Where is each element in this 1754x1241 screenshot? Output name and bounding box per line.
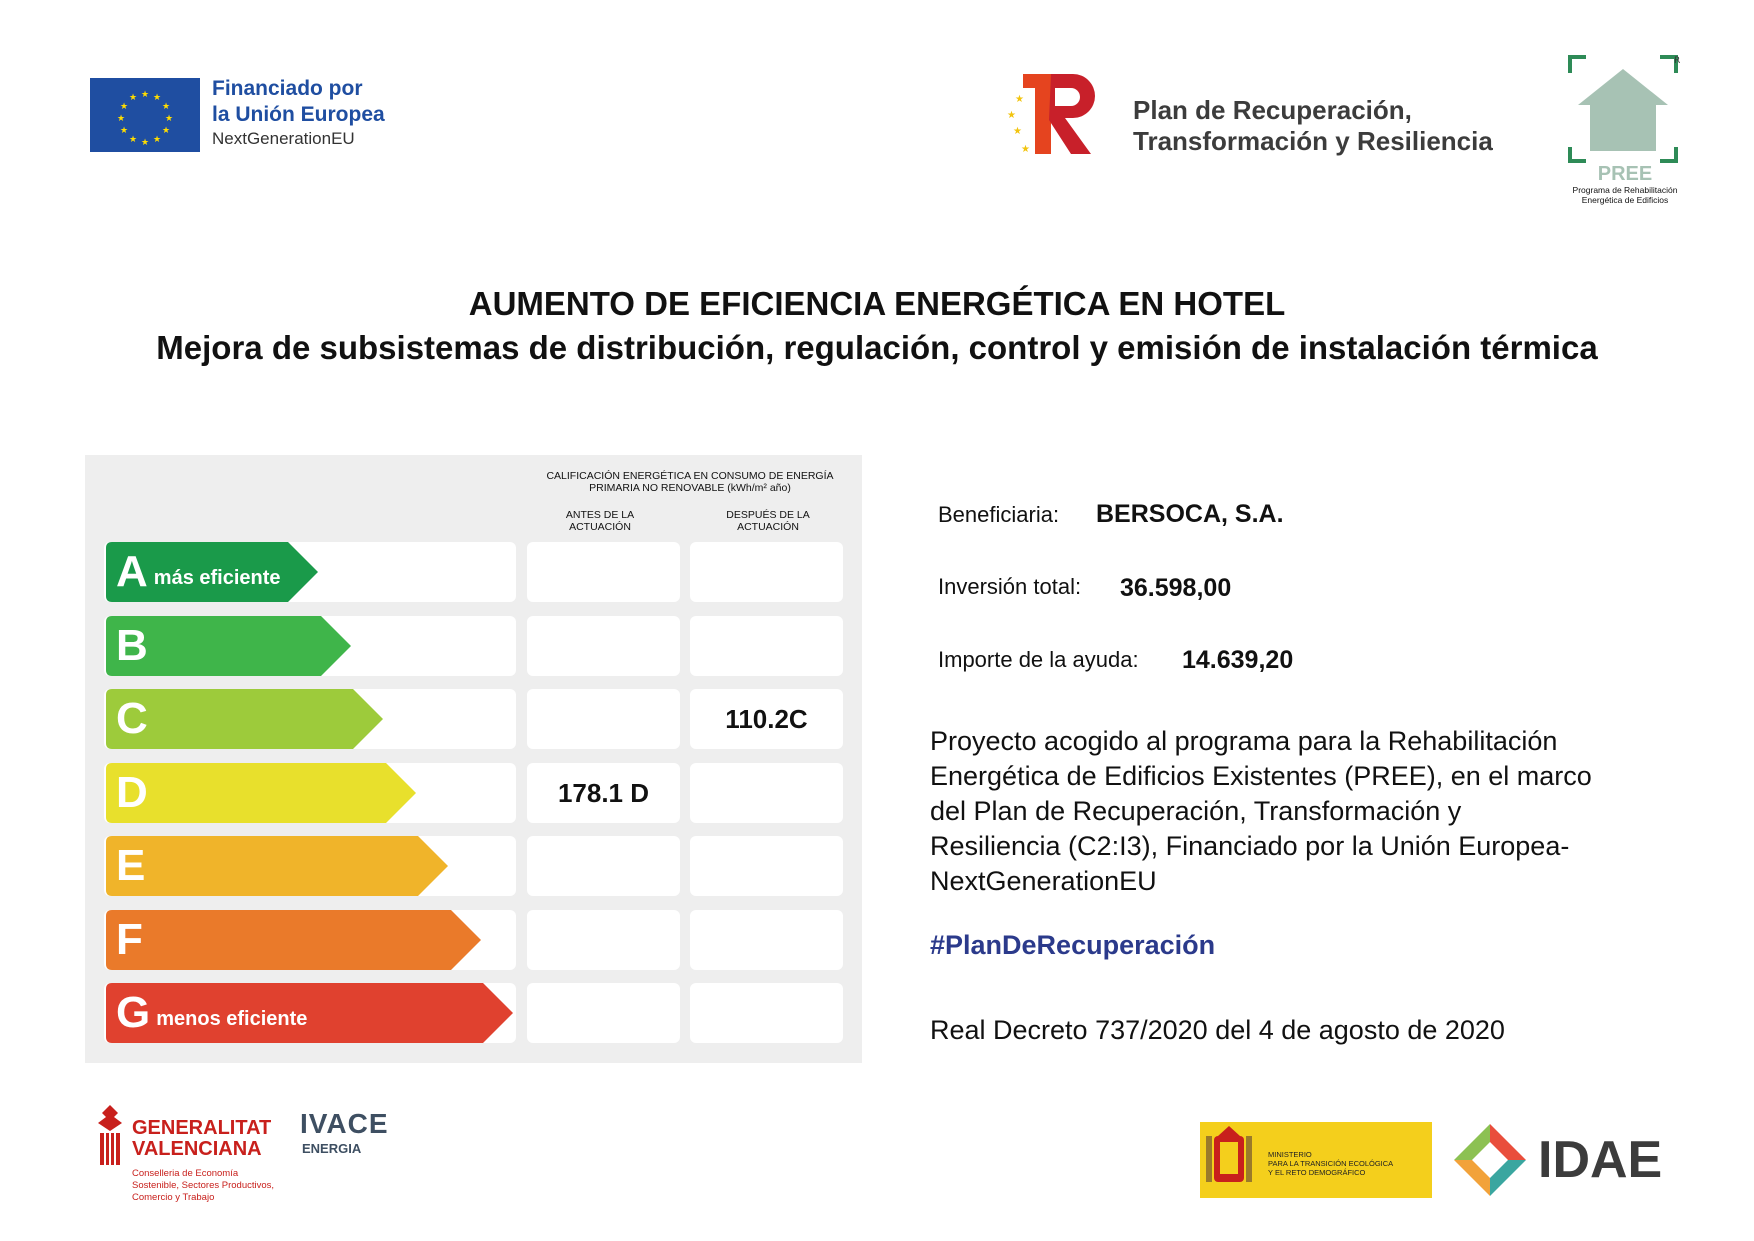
rating-cell-after xyxy=(690,542,843,602)
svg-text:★: ★ xyxy=(140,90,150,100)
gv-sub-3: Comercio y Trabajo xyxy=(132,1192,215,1203)
prtr-logo-icon xyxy=(1005,72,1105,157)
rating-cell-after xyxy=(690,836,843,896)
rating-letter: B xyxy=(116,621,148,670)
svg-text:★: ★ xyxy=(152,135,162,145)
eu-line-1: Financiado por xyxy=(212,77,363,100)
beneficiaria-label: Beneficiaria: xyxy=(938,502,1060,527)
rating-letter: E xyxy=(116,841,146,890)
eu-funding-text xyxy=(212,76,385,150)
idae-name: IDAE xyxy=(1538,1131,1663,1189)
rating-extra-text: menos eficiente xyxy=(156,1007,308,1030)
col-before-line-1: ANTES DE LA xyxy=(565,509,635,521)
pree-sub-2: Energética de Edificios xyxy=(1581,195,1669,206)
rating-cell-before xyxy=(527,983,680,1043)
svg-text:★: ★ xyxy=(161,126,171,136)
rating-cell-before xyxy=(527,689,680,749)
rating-cell-after xyxy=(690,910,843,970)
importe-label: Importe de la ayuda: xyxy=(938,647,1139,672)
energy-header-line-1: CALIFICACIÓN ENERGÉTICA EN CONSUMO DE ENERGÍA xyxy=(546,470,834,482)
description-line-5: NextGenerationEU xyxy=(930,866,1157,896)
svg-text:★: ★ xyxy=(1015,94,1024,105)
eu-stars-icon xyxy=(90,78,200,152)
ivace-logo: IVACE xyxy=(300,1108,389,1139)
rating-arrow-label xyxy=(106,910,143,970)
svg-text:★: ★ xyxy=(116,114,126,124)
ivace-sub: ENERGIA xyxy=(302,1141,362,1156)
svg-text:★: ★ xyxy=(140,138,150,148)
svg-text:★: ★ xyxy=(128,135,138,145)
rating-cell-before: 178.1 D xyxy=(527,763,680,823)
ministerio-text xyxy=(1268,1150,1393,1177)
eu-line-3: NextGenerationEU xyxy=(212,129,355,149)
gv-line-1: GENERALITAT xyxy=(132,1117,272,1139)
pree-logo-icon xyxy=(1568,55,1681,167)
spain-coat-of-arms-icon xyxy=(1200,1122,1260,1198)
hashtag: #PlanDeRecuperación xyxy=(930,930,1216,960)
gv-line-2: VALENCIANA xyxy=(132,1138,262,1160)
rating-cell-after: 110.2C xyxy=(690,689,843,749)
pree-sub-1: Programa de Rehabilitación xyxy=(1572,185,1678,195)
rating-cell-before xyxy=(527,910,680,970)
rating-arrow-e xyxy=(106,836,448,896)
gv-emblem-icon xyxy=(94,1103,126,1178)
rating-letter: C xyxy=(116,694,148,743)
description-line-1: Proyecto acogido al programa para la Rehabilitación xyxy=(930,726,1558,756)
rating-cell-before xyxy=(527,836,680,896)
rating-extra-text: más eficiente xyxy=(153,566,281,589)
col-header-after xyxy=(692,509,844,533)
gv-conselleria xyxy=(132,1168,274,1204)
svg-text:★: ★ xyxy=(1021,144,1030,155)
inversion-value: 36.598,00 xyxy=(1120,574,1232,602)
svg-text:★: ★ xyxy=(1013,126,1022,137)
gv-name xyxy=(132,1118,271,1160)
energy-label-header xyxy=(520,470,860,494)
description-line-3: del Plan de Recuperación, Transformación y xyxy=(930,796,1462,826)
rating-arrow-label xyxy=(106,983,307,1043)
description-line-4: Resiliencia (C2:I3), Financiado por la Unión Europea- xyxy=(930,831,1570,861)
title-line-2: Mejora de subsistemas de distribución, regulación, control y emisión de instalación térmica xyxy=(156,329,1598,366)
idae-emblem-icon xyxy=(1450,1120,1530,1205)
importe-value: 14.639,20 xyxy=(1182,646,1294,674)
rating-letter: F xyxy=(116,915,143,964)
rating-arrow-label xyxy=(106,763,148,823)
project-description xyxy=(930,724,1670,899)
prtr-text xyxy=(1133,95,1493,156)
ministerio-line-3: Y EL RETO DEMOGRÁFICO xyxy=(1268,1168,1366,1177)
ministerio-line-1: MINISTERIO xyxy=(1268,1150,1312,1159)
rating-letter: A xyxy=(116,547,148,596)
rating-cell-after xyxy=(690,616,843,676)
svg-text:★: ★ xyxy=(119,126,129,136)
gv-sub-1: Conselleria de Economía xyxy=(132,1168,239,1179)
rating-arrow-label xyxy=(106,836,145,896)
col-before-line-2: ACTUACIÓN xyxy=(569,521,631,533)
rating-cell-after xyxy=(690,983,843,1043)
ministerio-line-2: PARA LA TRANSICIÓN ECOLÓGICA xyxy=(1268,1159,1394,1168)
real-decreto: Real Decreto 737/2020 del 4 de agosto de 2020 xyxy=(930,1015,1505,1045)
col-header-before xyxy=(524,509,676,533)
svg-text:★: ★ xyxy=(119,102,129,112)
svg-text:★: ★ xyxy=(128,93,138,103)
svg-text:★: ★ xyxy=(1007,110,1016,121)
svg-text:★: ★ xyxy=(164,114,174,124)
prtr-line-2: Transformación y Resiliencia xyxy=(1133,125,1493,156)
registered-mark: R xyxy=(1674,56,1681,66)
rating-arrow-label xyxy=(106,542,281,602)
col-after-line-1: DESPUÉS DE LA xyxy=(726,509,810,521)
page-title xyxy=(80,282,1674,370)
svg-text:★: ★ xyxy=(152,93,162,103)
eu-flag-icon xyxy=(90,78,200,152)
rating-arrow-label xyxy=(106,689,148,749)
gv-sub-2: Sostenible, Sectores Productivos, xyxy=(132,1180,275,1191)
energy-header-line-2: PRIMARIA NO RENOVABLE (kWh/m² año) xyxy=(589,482,791,494)
rating-letter: G xyxy=(116,988,151,1037)
col-after-line-2: ACTUACIÓN xyxy=(737,521,799,533)
rating-cell-before xyxy=(527,616,680,676)
beneficiaria-value: BERSOCA, S.A. xyxy=(1096,500,1284,528)
svg-text:★: ★ xyxy=(161,102,171,112)
rating-arrow-d xyxy=(106,763,416,823)
rating-arrow-f xyxy=(106,910,481,970)
inversion-label: Inversión total: xyxy=(938,574,1082,599)
pree-subtitle xyxy=(1550,185,1700,205)
rating-letter: D xyxy=(116,768,148,817)
title-line-1: AUMENTO DE EFICIENCIA ENERGÉTICA EN HOTEL xyxy=(468,285,1286,322)
eu-line-2: la Unión Europea xyxy=(212,102,385,126)
rating-cell-after xyxy=(690,763,843,823)
rating-arrow-label xyxy=(106,616,148,676)
pree-name: PREE xyxy=(1597,163,1653,185)
description-line-2: Energética de Edificios Existentes (PREE), en el marco xyxy=(930,761,1592,791)
prtr-line-1: Plan de Recuperación, xyxy=(1133,95,1412,125)
rating-cell-before xyxy=(527,542,680,602)
